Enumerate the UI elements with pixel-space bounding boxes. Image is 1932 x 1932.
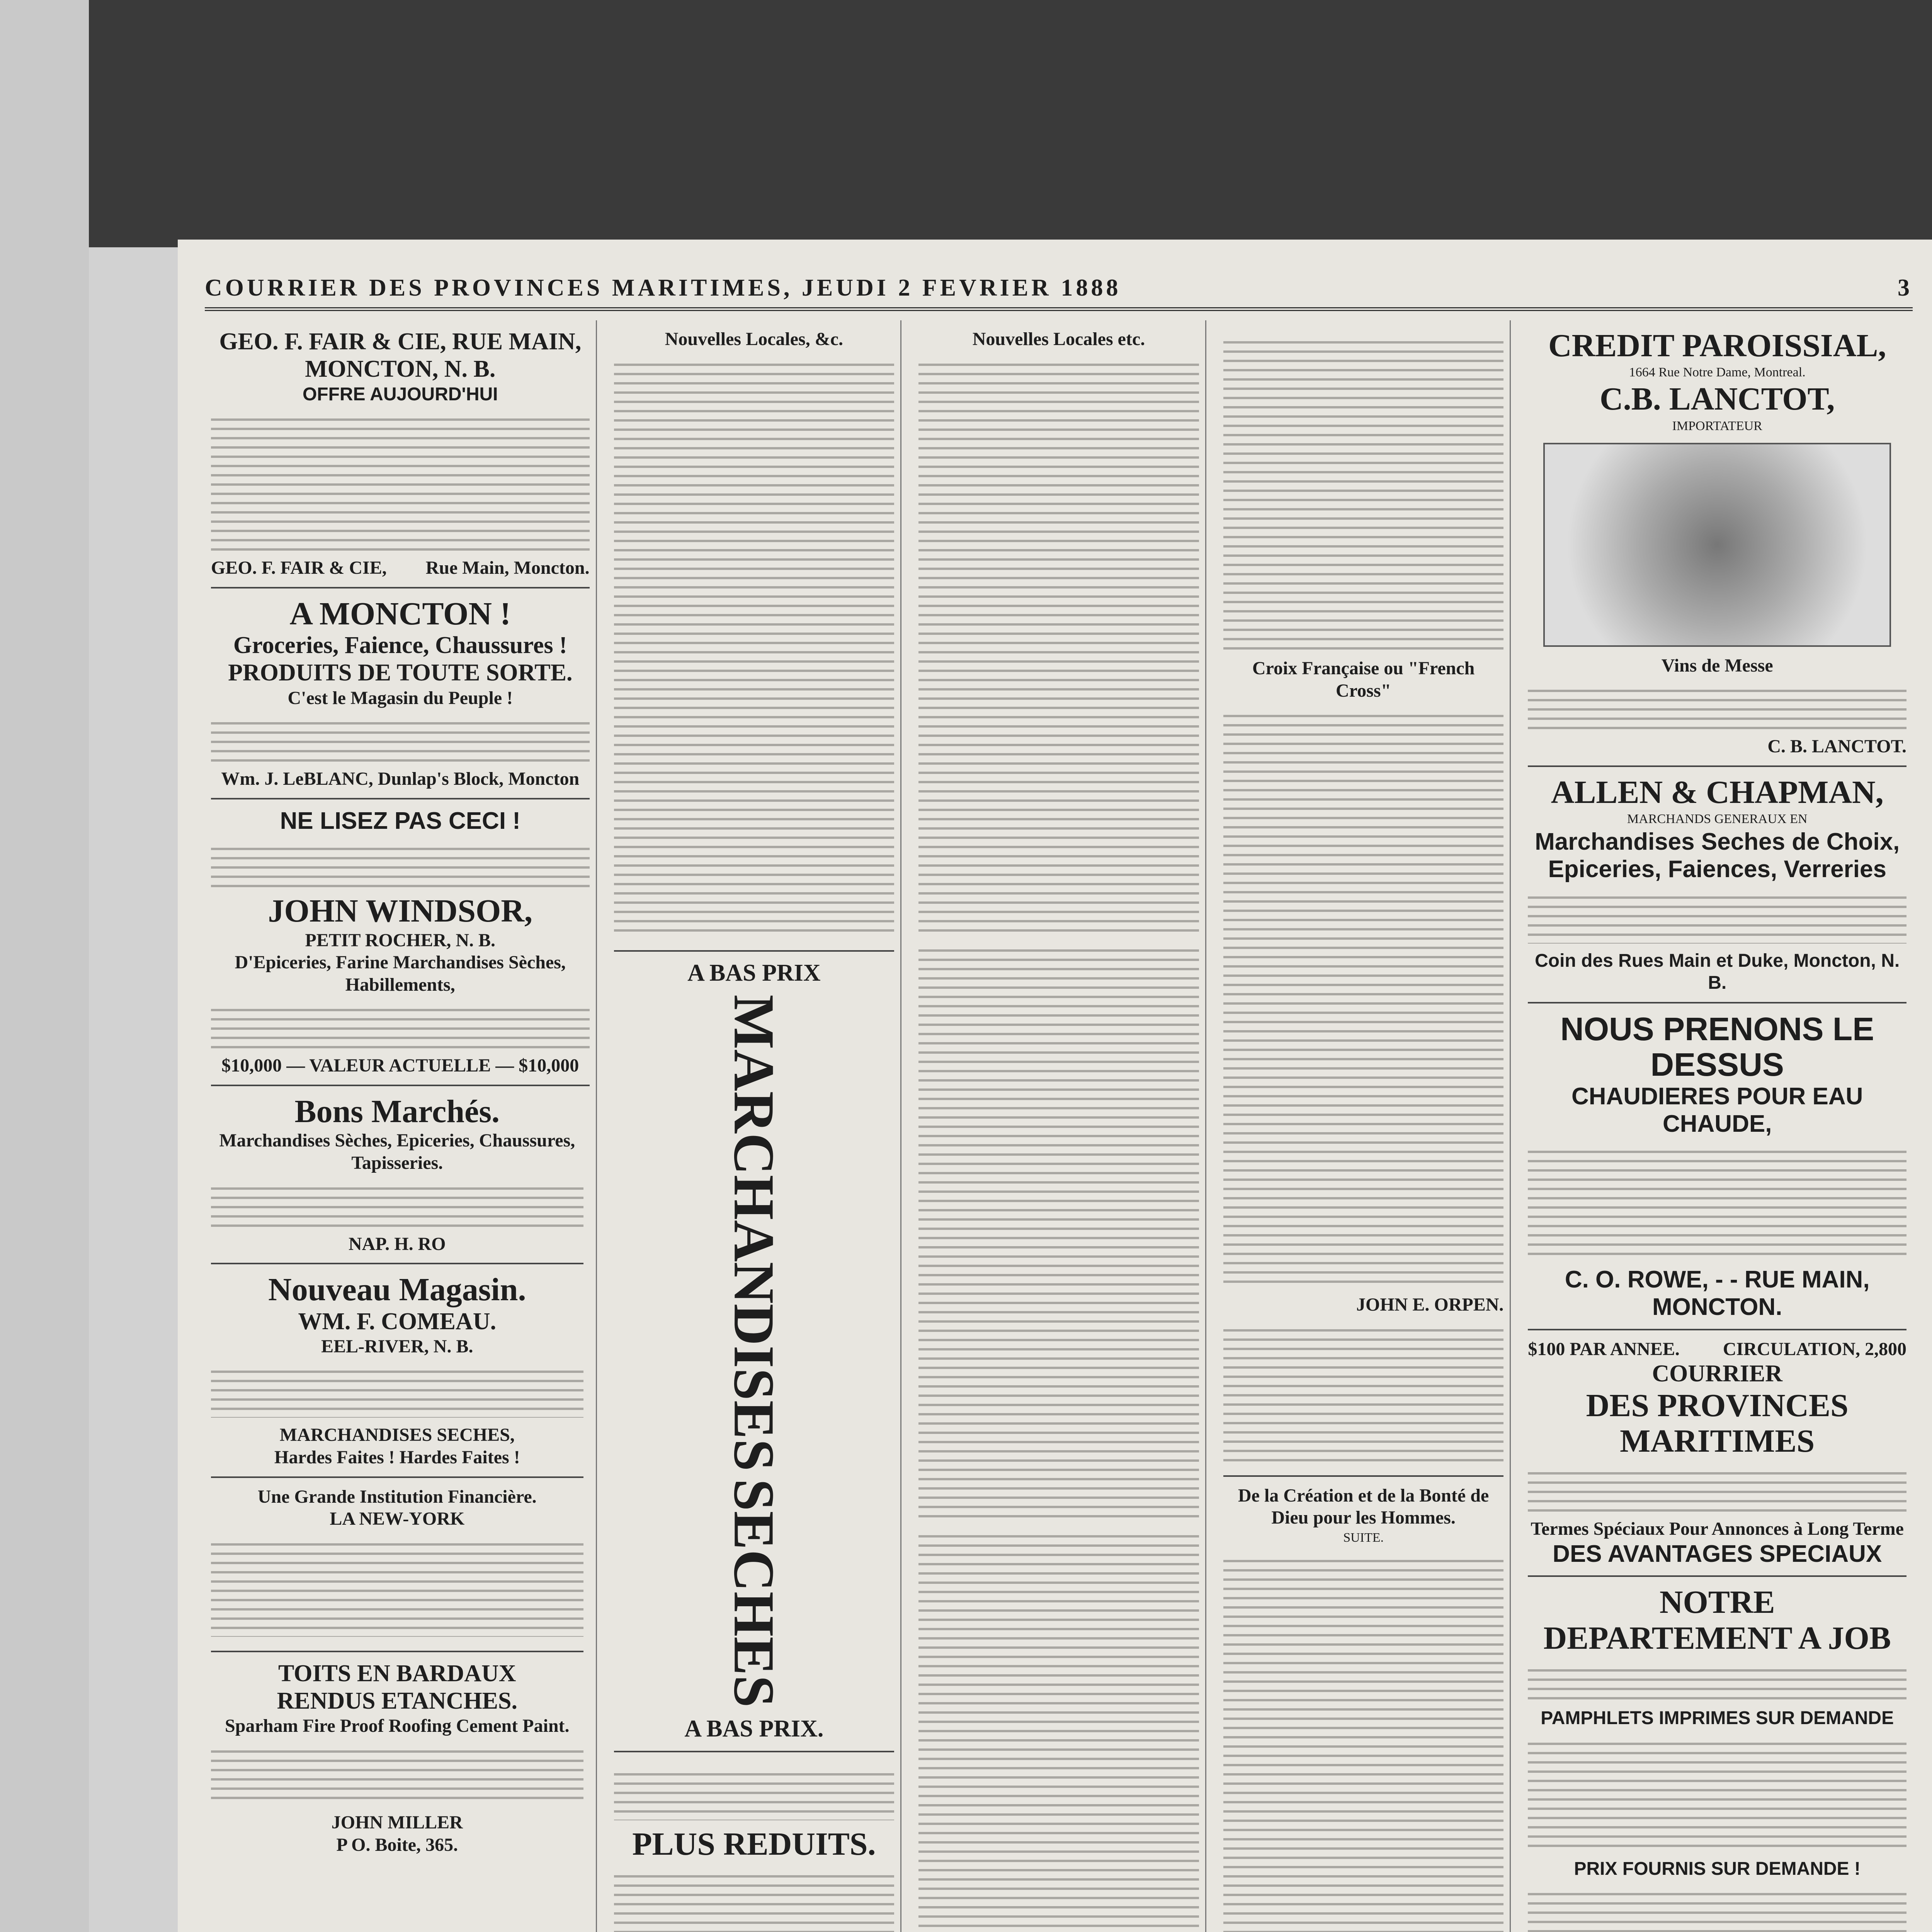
creation-suite: SUITE.: [1343, 1530, 1384, 1545]
ad-courrier: [1528, 1330, 1906, 1577]
local-news-body-1: [918, 357, 1199, 936]
termes: Termes Spéciaux Pour Annonces à Long Terme: [1531, 1519, 1904, 1539]
prix-fournis: PRIX FOURNIS SUR DEMANDE !: [1574, 1858, 1861, 1879]
croix-title: Croix Française ou "French Cross": [1252, 658, 1475, 701]
plus-title: PLUS REDUITS.: [632, 1826, 876, 1862]
seches-vertical: SECHES: [722, 1479, 786, 1708]
ad-rowe: [1528, 1003, 1906, 1330]
credit-title: CREDIT PAROISSIAL,: [1548, 328, 1886, 364]
history-body-2: [1223, 1322, 1504, 1461]
ad-allen: [1528, 767, 1906, 1003]
church-goods-illustration: [1543, 443, 1891, 647]
moncton-items: Groceries, Faience, Chaussures !: [233, 632, 567, 659]
lanctot-name: C.B. LANCTOT,: [1600, 381, 1835, 417]
fair-body: [211, 412, 590, 551]
notices: [614, 320, 895, 952]
lanctot-body: [1528, 683, 1906, 729]
ad-lanctot: [1528, 320, 1906, 767]
etanches-title: RENDUS ETANCHES.: [277, 1688, 517, 1714]
fair-location: Rue Main, Moncton.: [425, 558, 590, 578]
circulation: CIRCULATION, 2,800: [1723, 1338, 1906, 1359]
job-intro: [1528, 1662, 1906, 1701]
po-box: P O. Boite, 365.: [336, 1834, 458, 1855]
history-body-1: [1223, 334, 1504, 651]
bons-title: Bons Marchés.: [294, 1094, 500, 1130]
moncton-title: A MONCTON !: [289, 595, 511, 632]
windsor-name: JOHN WINDSOR,: [268, 893, 533, 929]
leblanc-name: Wm. J. LeBLANC, Dunlap's Block, Moncton: [221, 769, 580, 789]
plus-intro: [614, 1766, 895, 1820]
masthead: [205, 274, 1913, 311]
column-3: [912, 320, 1206, 1932]
notices-title: Nouvelles Locales, &c.: [665, 329, 843, 349]
page-number: 3: [1898, 275, 1913, 301]
windsor-value: $10,000 — VALEUR ACTUELLE — $10,000: [221, 1055, 579, 1076]
bons-body: [211, 1180, 583, 1227]
windsor-body: [211, 1002, 590, 1048]
lanctot-signature: C. B. LANCTOT.: [1767, 736, 1906, 757]
local-news-body-2: [918, 942, 1199, 1522]
bas-prix-bottom: A BAS PRIX.: [684, 1716, 824, 1742]
courrier-title: COURRIER: [1652, 1361, 1782, 1387]
moncton-products: PRODUITS DE TOUTE SORTE.: [228, 660, 573, 686]
roofing-body: [211, 1743, 583, 1805]
allen-name: ALLEN & CHAPMAN,: [1551, 774, 1884, 810]
allen-body: [1528, 889, 1906, 944]
ad-plus-reduits: [614, 1752, 895, 1932]
bardaux-title: TOITS EN BARDAUX: [278, 1660, 516, 1687]
insurance-company: LA NEW-YORK: [330, 1509, 465, 1529]
comeau-body: [211, 1364, 583, 1418]
ad-moncton: [211, 588, 590, 799]
ad-comeau: [211, 1264, 583, 1478]
allen-sub: MARCHANDS GENERAUX EN: [1627, 812, 1808, 827]
ad-fair: [211, 320, 590, 588]
allen-goods: Marchandises Seches de Choix, Epiceries, Faiences, Verreries: [1535, 828, 1900, 883]
ad-bas-prix: [614, 952, 895, 1752]
fair-name: GEO. F. FAIR & CIE,: [211, 558, 387, 578]
marchandises-vertical: MARCHANDISES: [722, 994, 786, 1471]
miller-name: JOHN MILLER: [331, 1812, 463, 1833]
vins-de-messe: Vins de Messe: [1661, 655, 1773, 676]
ad-bons-marches: [211, 1086, 583, 1264]
rowe-body: [1528, 1144, 1906, 1260]
job-title: DEPARTEMENT A JOB: [1543, 1620, 1891, 1656]
bas-prix-title: A BAS PRIX: [687, 959, 821, 986]
ad-roofing: [211, 1652, 583, 1864]
signature: JOHN E. ORPEN.: [1356, 1294, 1504, 1315]
ad-insurance: [211, 1478, 583, 1652]
plus-body: [614, 1868, 895, 1932]
ad-windsor: [211, 799, 590, 1086]
bons-merchant: NAP. H. RO: [349, 1233, 446, 1254]
creation-body: [1223, 1553, 1504, 1932]
rowe-name: C. O. ROWE, - - RUE MAIN, MONCTON.: [1565, 1266, 1870, 1321]
creation-article: [1223, 1477, 1504, 1932]
provinces-title: DES PROVINCES MARITIMES: [1586, 1387, 1849, 1459]
job-body: [1528, 1736, 1906, 1852]
local-news-body-3: [918, 1528, 1199, 1932]
history-article: [1223, 320, 1504, 1477]
comeau-goods: MARCHANDISES SECHES,: [279, 1425, 515, 1446]
avantages: DES AVANTAGES SPECIAUX: [1553, 1541, 1882, 1568]
comeau-name: WM. F. COMEAU.: [298, 1308, 497, 1335]
film-left-margin: [0, 0, 89, 1932]
chaudieres-title: CHAUDIERES POUR EAU CHAUDE,: [1571, 1083, 1863, 1137]
windsor-location: PETIT ROCHER, N. B.: [305, 930, 496, 951]
importateur: IMPORTATEUR: [1672, 418, 1762, 433]
allen-corner: Coin des Rues Main et Duke, Moncton, N. B.: [1535, 950, 1900, 993]
column-4: [1217, 320, 1511, 1932]
insurance-title: Une Grande Institution Financière.: [257, 1486, 537, 1507]
job-body-2: [1528, 1886, 1906, 1932]
notre-title: NOTRE: [1659, 1584, 1775, 1621]
prenons-title: NOUS PRENONS LE DESSUS: [1560, 1010, 1874, 1083]
moncton-tagline: C'est le Magasin du Peuple !: [287, 687, 513, 708]
subscription-price: $100 PAR ANNEE.: [1528, 1338, 1680, 1359]
courrier-body: [1528, 1465, 1906, 1512]
column-5: [1522, 320, 1913, 1932]
paint-name: Sparham Fire Proof Roofing Cement Paint.: [225, 1716, 570, 1736]
ad-job: [1528, 1577, 1906, 1932]
insurance-body: [211, 1536, 583, 1637]
column-1: [205, 320, 597, 1932]
croix-body: [1223, 708, 1504, 1287]
nouveau-title: Nouveau Magasin.: [268, 1272, 526, 1308]
masthead-title: COURRIER DES PROVINCES MARITIMES, JEUDI 2 FEVRIER 1888: [205, 275, 1121, 301]
fair-offer: OFFRE AUJOURD'HUI: [302, 384, 498, 405]
pamphlets: PAMPHLETS IMPRIMES SUR DEMANDE: [1541, 1708, 1894, 1729]
notices-body: [614, 357, 895, 936]
bons-goods: Marchandises Sèches, Epiceries, Chaussures, Tapisseries.: [219, 1130, 575, 1173]
windsor-goods: D'Epiceries, Farine Marchandises Sèches, Habillements,: [235, 952, 566, 995]
lisez-title: NE LISEZ PAS CECI !: [280, 807, 520, 834]
newspaper-page: [178, 240, 1932, 1932]
local-news: [918, 320, 1199, 1932]
creation-title: De la Création et de la Bonté de Dieu pour les Hommes.: [1238, 1485, 1489, 1528]
hardes-faites: Hardes Faites ! Hardes Faites !: [274, 1447, 520, 1468]
moncton-body: [211, 715, 590, 762]
column-2: [608, 320, 902, 1932]
columns: [205, 320, 1913, 1932]
fair-title: GEO. F. FAIR & CIE, RUE MAIN, MONCTON, N. B.: [219, 328, 582, 383]
local-news-title: Nouvelles Locales etc.: [972, 329, 1145, 349]
previous-page-edge: [89, 247, 178, 1932]
windsor-intro: [211, 841, 590, 887]
comeau-location: EEL-RIVER, N. B.: [321, 1336, 473, 1357]
credit-address: 1664 Rue Notre Dame, Montreal.: [1629, 365, 1806, 380]
